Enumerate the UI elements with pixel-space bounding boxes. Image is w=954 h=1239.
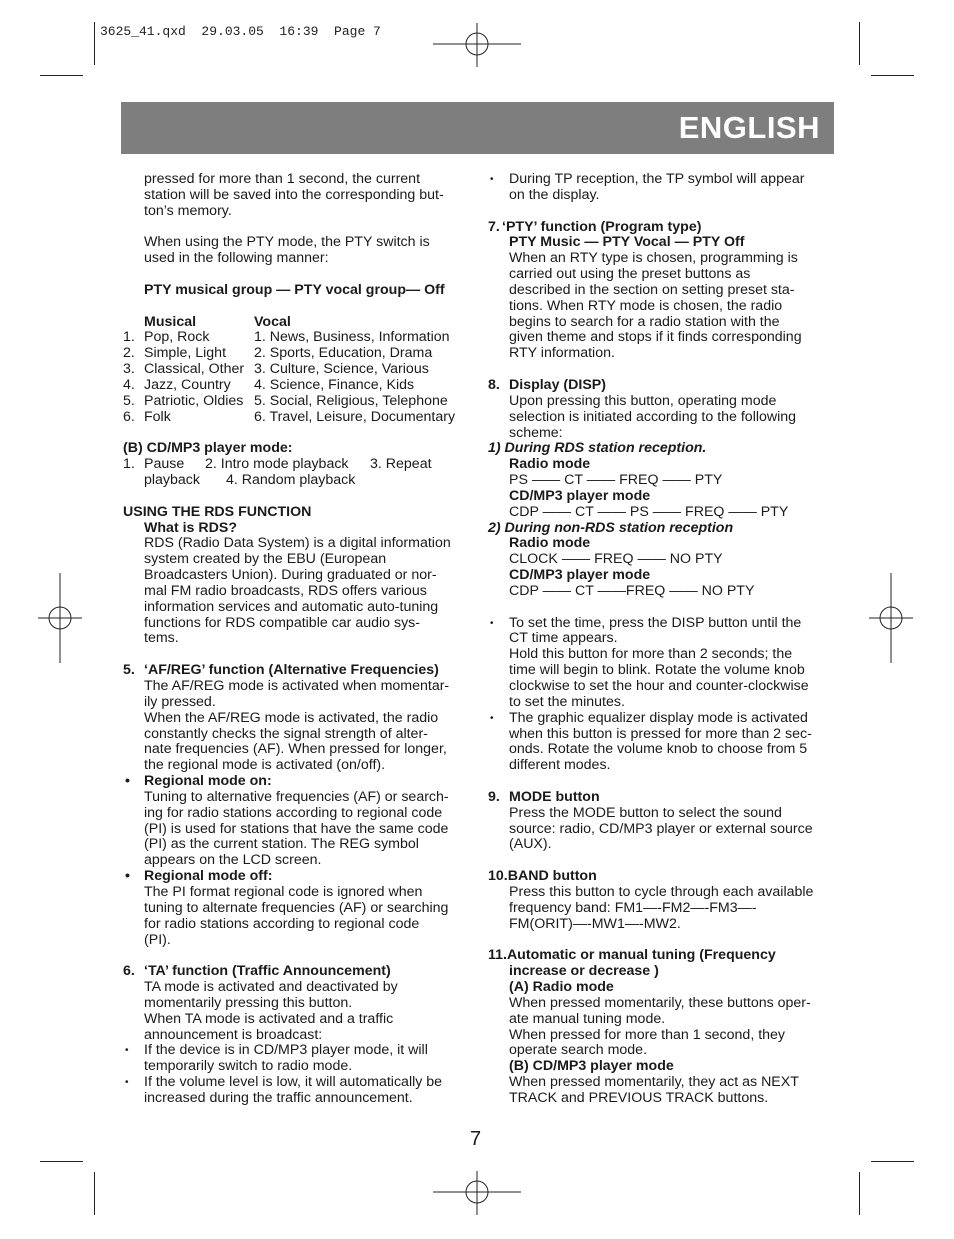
header-banner [121,102,834,154]
text-line: announcement is broadcast: [144,1026,323,1043]
text-line: CT time appears. [509,630,618,647]
musical-cell: Patriotic, Oldies [144,392,244,409]
text-line: momentarily pressing this button. [144,994,353,1011]
list-number: 1. [123,456,135,473]
tuning-radio-label: (A) Radio mode [509,979,614,996]
pty-table-head [123,315,473,331]
bullet-icon: • [125,1077,129,1089]
rds-section-heading: USING THE RDS FUNCTION [123,503,312,520]
text-line: time will begin to blink. Rotate the volume knob [509,662,805,679]
text-line: Press the MODE button to select the sound [509,804,782,821]
text-line: (PI) is used for stations that have the same code [144,820,449,837]
text-line: source: radio, CD/MP3 player or external source [509,820,813,837]
text-line: FM(ORIT)—-MW1—-MW2. [509,915,681,932]
text-line: TRACK and PREVIOUS TRACK buttons. [509,1089,769,1106]
section-title: ‘TA’ function (Traffic Announcement) [144,963,391,980]
display-sequence: CDP —— CT —— PS —— FREQ —— PTY [509,503,789,520]
text-line: increased during the traffic announcement. [144,1089,413,1106]
text-line: carried out using the preset buttons as [509,266,751,283]
af-reg-heading [123,663,473,679]
pty-group-heading: PTY musical group — PTY vocal group— Off [144,281,445,298]
musical-cell: Classical, Other [144,361,245,378]
text-line: When pressed for more than 1 second, they [509,1026,786,1043]
text-line: ate manual tuning mode. [509,1010,666,1027]
page-number: 7 [470,1128,482,1150]
cd-option: 4. Random playback [226,472,356,489]
text-line: When using the PTY mode, the PTY switch is [144,234,430,251]
text-line: begins to search for a radio station with the [509,313,780,330]
text-line: selection is initiated according to the following [509,408,797,425]
musical-cell: Simple, Light [144,345,227,362]
crop-mark [94,22,95,65]
text-line: Broadcasters Union). During graduated or nor- [144,567,437,584]
section-title: ‘PTY’ function (Program type) [502,218,702,235]
band-heading: 10.BAND button [488,868,597,885]
section-number: 9. [488,788,500,805]
vocal-cell: 6. Travel, Leisure, Documentary [254,408,456,425]
cd-mode-line [123,473,473,489]
rds-reception-heading: 1) During RDS station reception. [488,440,707,457]
text-line: the regional mode is activated (on/off). [144,757,386,774]
text-line: Tuning to alternative frequencies (AF) or search- [144,788,449,805]
section-number: 6. [123,963,135,980]
ta-heading [123,964,473,980]
text-line: nate frequencies (AF). When pressed for longer, [144,741,447,758]
section-number: 8. [488,376,500,393]
text-line: If the volume level is low, it will automatically be [144,1074,443,1091]
table-row [123,378,473,394]
crop-mark [871,75,914,76]
bullet-icon: • [125,1045,129,1057]
radio-mode-label: Radio mode [509,456,591,473]
text-line: system created by the EBU (European [144,551,387,568]
text-line: The PI format regional code is ignored when [144,883,423,900]
text-line: Upon pressing this button, operating mode [509,392,777,409]
musical-header: Musical [144,313,197,330]
crop-mark [94,1172,95,1215]
table-row [123,394,473,410]
text-line: mal FM radio broadcasts, RDS offers various [144,582,427,599]
text-line: to set the minutes. [509,693,625,710]
text-line: frequency band: FM1—-FM2—-FM3—- [509,899,757,916]
row-number: 6. [123,408,135,425]
text-line: The AF/REG mode is activated when momentar- [144,678,450,694]
row-number: 2. [123,345,135,362]
text-line: tems. [144,630,179,647]
bullet-title: Regional mode on: [144,773,272,790]
vocal-cell: 5. Social, Religious, Telephone [254,392,448,409]
bullet-icon: • [490,712,494,724]
list-item [123,1075,473,1091]
row-number: 4. [123,376,135,393]
text-line: constantly checks the signal strength of alter- [144,725,428,742]
text-line: station will be saved into the corresponding but- [144,186,444,203]
text-line: When the AF/REG mode is activated, the radio [144,709,439,726]
vocal-header: Vocal [254,313,291,330]
registration-mark-icon [433,1171,523,1217]
crop-mark [859,1172,860,1215]
bullet-title: Regional mode off: [144,868,273,885]
text-line: RTY information. [509,345,615,362]
crop-mark [40,75,83,76]
pty-heading [488,220,833,236]
row-number: 5. [123,392,135,409]
text-line: RDS (Radio Data System) is a digital information [144,535,451,552]
list-item [123,1043,473,1059]
text-line: TA mode is activated and deactivated by [144,979,398,996]
musical-cell: Jazz, Country [144,376,231,393]
vocal-cell: 2. Sports, Education, Drama [254,345,433,362]
vocal-cell: 4. Science, Finance, Kids [254,376,415,393]
rds-subheading: What is RDS? [144,519,238,536]
crop-mark [40,1161,83,1162]
cd-option: playback [144,472,200,489]
text-line: operate search mode. [509,1042,648,1059]
cd-mode-label: CD/MP3 player mode [509,487,651,504]
text-line: If the device is in CD/MP3 player mode, it will [144,1042,428,1059]
text-line: When pressed momentarily, they act as NEXT [509,1074,799,1091]
display-sequence: PS —— CT —— FREQ —— PTY [509,472,723,489]
text-line: (PI) as the current station. The REG symbol [144,836,419,853]
cd-mode-heading: (B) CD/MP3 player mode: [123,440,293,457]
regional-off-heading [123,869,473,885]
text-line: tuning to alternate frequencies (AF) or searching [144,899,449,916]
page-title: ENGLISH [678,110,820,145]
text-line: When an RTY type is chosen, programming is [509,250,798,267]
cd-mode-label: CD/MP3 player mode [509,567,651,584]
text-line: described in the section on setting preset sta- [509,281,795,298]
text-line: pressed for more than 1 second, the current [144,171,421,187]
cd-option: 3. Repeat [370,456,432,473]
registration-mark-icon [869,573,915,665]
table-row [123,362,473,378]
bullet-icon: • [125,773,130,790]
pty-subheading: PTY Music — PTY Vocal — PTY Off [509,234,745,251]
cd-mode-line [123,457,473,473]
tuning-heading: 11.Automatic or manual tuning (Frequency [488,947,776,964]
display-sequence: CDP —— CT ——FREQ —— NO PTY [509,582,755,599]
section-title: Display (DISP) [509,376,606,393]
text-line: ton’s memory. [144,202,232,219]
text-line: on the display. [509,186,600,203]
text-line: temporarily switch to radio mode. [144,1058,353,1075]
cd-option: Pause [144,456,185,473]
section-number: 7. [488,218,500,235]
file-slug: 3625_41.qxd 29.03.05 16:39 Page 7 [100,24,381,39]
crop-mark [859,22,860,65]
list-item [488,711,833,727]
text-line: information services and automatic auto-tuning [144,598,439,615]
bullet-icon: • [490,617,494,629]
registration-mark-icon [38,573,84,665]
text-line: ily pressed. [144,693,216,710]
bullet-icon: • [125,868,130,885]
section-title: MODE button [509,788,600,805]
text-line: The graphic equalizer display mode is activated [509,709,808,726]
musical-cell: Pop, Rock [144,329,210,346]
text-line: tions. When RTY mode is chosen, the radio [509,297,783,314]
bullet-icon: • [490,174,494,185]
text-line: different modes. [509,757,611,774]
text-line: functions for RDS compatible car audio sys- [144,614,420,631]
table-row [123,330,473,346]
row-number: 3. [123,361,135,378]
list-item [488,172,833,188]
table-row [123,346,473,362]
text-line: appears on the LCD screen. [144,852,322,869]
row-number: 1. [123,329,135,346]
crop-mark [871,1161,914,1162]
radio-mode-label: Radio mode [509,535,591,552]
text-line: During TP reception, the TP symbol will appear [509,171,805,187]
text-line: (AUX). [509,836,552,853]
vocal-cell: 1. News, Business, Information [254,329,450,346]
text-line: Press this button to cycle through each available [509,883,814,900]
disp-heading [488,378,833,394]
text-line: used in the following manner: [144,250,329,267]
text-line: When pressed momentarily, these buttons oper- [509,994,811,1011]
mode-heading [488,790,833,806]
text-line: To set the time, press the DISP button until the [509,614,802,631]
cd-option: 2. Intro mode playback [205,456,349,473]
section-number: 5. [123,662,135,679]
regional-on-heading [123,774,473,790]
tuning-heading-cont: increase or decrease ) [509,963,659,980]
section-title: ‘AF/REG’ function (Alternative Frequencies) [144,662,439,679]
text-line: When TA mode is activated and a traffic [144,1010,394,1027]
text-line: given theme and stops if it finds corresponding [509,329,802,346]
right-column [488,172,833,1107]
text-line: clockwise to set the hour and counter-clockwise [509,678,809,694]
list-item [488,616,833,632]
text-line: Hold this button for more than 2 seconds; the [509,646,793,663]
registration-mark-icon [433,23,523,69]
text-line: ing for radio stations according to regional code [144,804,443,821]
text-line: onds. Rotate the volume knob to choose from 5 [509,741,808,758]
display-sequence: CLOCK —— FREQ —— NO PTY [509,551,723,568]
text-line: when this button is pressed for more than 2 sec- [509,725,812,742]
left-column [123,172,473,1107]
musical-cell: Folk [144,408,171,425]
tuning-cd-label: (B) CD/MP3 player mode [509,1058,674,1075]
vocal-cell: 3. Culture, Science, Various [254,361,429,378]
text-line: (PI). [144,931,171,948]
table-row [123,410,473,426]
text-line: scheme: [509,424,563,441]
nonrds-reception-heading: 2) During non-RDS station reception [488,519,734,536]
text-line: for radio stations according to regional code [144,915,420,932]
